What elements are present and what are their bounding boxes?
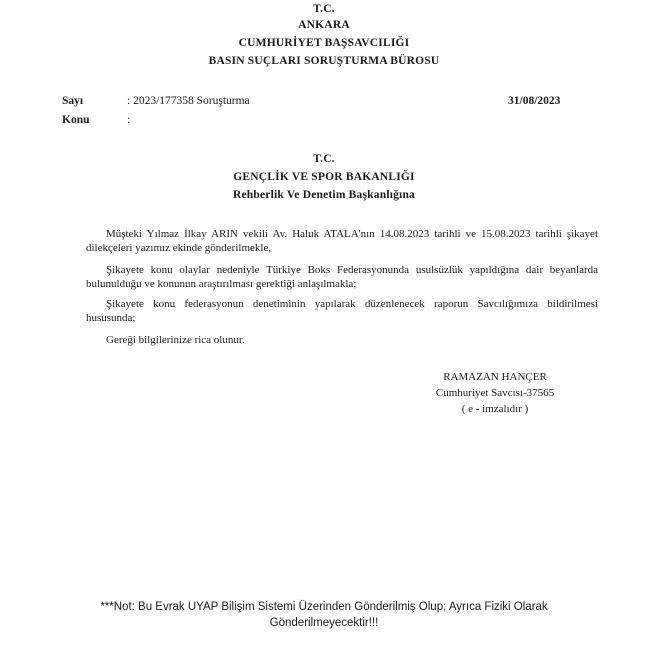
footer-line-2: Gönderilmeyecektir!!!: [269, 617, 379, 629]
recipient-tc: T.C.: [313, 153, 335, 165]
sayi-value: : 2023/177358 Soruşturma: [127, 95, 250, 107]
document-date: 31/08/2023: [508, 95, 561, 107]
konu-label: Konu: [62, 114, 90, 126]
body-paragraph-2: Şikayete konu olaylar nedeniyle Türkiye Boks Federasyonunda usulsüzlük yapıldığına dair beyanlarda bulunulduğu ve konunun araştırılması gerektiği anlaşılmakla;: [86, 264, 598, 290]
recipient-department: Rehberlik Ve Denetim Başkanlığına: [233, 189, 415, 201]
signatory-title: Cumhuriyet Savcısı-37565: [435, 387, 555, 399]
signatory-name: RAMAZAN HANÇER: [443, 371, 547, 383]
footer-line-1: ***Not: Bu Evrak UYAP Bilişim Sistemi Üzerinden Gönderilmiş Olup; Ayrıca Fiziki Olarak: [100, 601, 548, 613]
header-city: ANKARA: [298, 19, 350, 31]
header-tc: T.C.: [313, 3, 335, 15]
konu-value: :: [127, 114, 131, 126]
sayi-label: Sayı: [62, 95, 84, 107]
body-paragraph-3: Şikayete konu federasyonun denetiminin yapılarak düzenlenecek raporun Savcılığımıza bildirilmesi hususunda;: [86, 298, 598, 324]
body-paragraph-1: Müşteki Yılmaz İlkay ARIN vekili Av. Haluk ATALA'nın 14.08.2023 tarihli ve 15.08.2023 tarihli şikayet dilekçeleri yazımız ekinde gönderilmekle,: [86, 228, 598, 254]
body-paragraph-4: Gereği bilgilerinize rica olunur.: [106, 334, 245, 346]
header-office: CUMHURİYET BAŞSAVCILIĞI: [238, 37, 410, 49]
header-bureau: BASIN SUÇLARI SORUŞTURMA BÜROSU: [208, 55, 440, 67]
e-signature-note: ( e - imzalıdır ): [461, 403, 529, 415]
recipient-ministry: GENÇLİK VE SPOR BAKANLIĞI: [233, 171, 415, 183]
